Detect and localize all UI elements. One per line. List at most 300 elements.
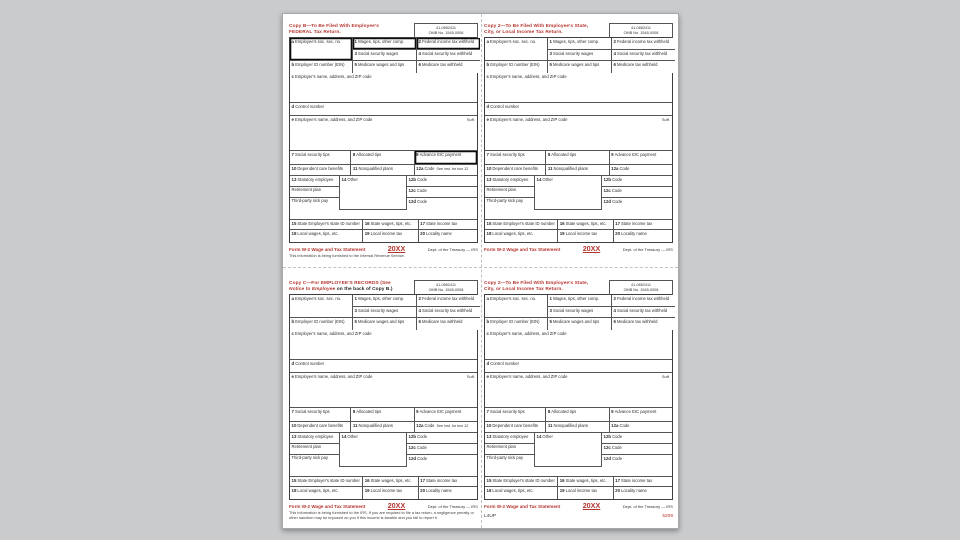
box-text-c12c: Code: [611, 188, 622, 193]
box-s4: [612, 50, 675, 61]
box-number-c12a: 12a: [611, 166, 619, 171]
box-label-t7: [292, 152, 350, 158]
omb-number: OMB No. 1545-0008: [428, 288, 464, 292]
box-number-e9: 9: [416, 152, 419, 157]
box-label-st15: [487, 221, 557, 227]
copy-header-segment: City, or Local Income Tax Return.: [484, 30, 563, 36]
perforation-line-horizontal: [283, 267, 678, 268]
box-text-m6: Medicare tax withheld: [616, 319, 658, 324]
box-s13: [485, 433, 534, 444]
part-number: 41-0852411: [631, 282, 651, 287]
box-a8: [351, 408, 414, 422]
box-number-f2: 2: [418, 296, 421, 301]
box-c12c: [602, 444, 672, 455]
box-st15: [485, 220, 558, 230]
box-number-t7: 7: [291, 409, 294, 414]
box-label-c12b: [409, 434, 477, 440]
box-t7: [290, 408, 351, 422]
w2-quadrant-copy-b: [289, 23, 478, 258]
box-number-st15: 15: [291, 478, 297, 483]
column-ids: [485, 295, 547, 330]
box-m6: [612, 61, 675, 73]
box-text-n11: Nonqualified plans: [358, 166, 393, 171]
box-d: [485, 103, 672, 116]
box-f2: [612, 38, 675, 50]
form-grid: [484, 37, 673, 243]
box-c12a: [610, 165, 672, 176]
box-ret: [290, 444, 339, 455]
box-m6: [417, 61, 480, 73]
box-text-w1: Wages, tips, other comp.: [552, 39, 600, 44]
box-e: [290, 116, 477, 151]
box-text-s4: Social security tax withheld: [616, 308, 668, 313]
box-text-s3: Social security wages: [552, 308, 594, 313]
box-text-c12c: Code: [611, 445, 622, 450]
box-c: [290, 330, 477, 360]
box-label-tps: [292, 199, 339, 204]
box-text-f2: Federal income tax withheld: [421, 39, 475, 44]
box-tps: [290, 198, 339, 210]
box-number-t7: 7: [291, 152, 294, 157]
box-m5: [353, 318, 417, 330]
box-text-lw18: Local wages, tips, etc.: [297, 231, 339, 236]
box-text-c12b: Code: [417, 177, 428, 182]
box-st15: [290, 220, 363, 230]
box-label-lw18: [292, 231, 362, 237]
box-text-tps: Third-party sick pay: [486, 198, 524, 203]
box-text-c12d: Code: [612, 199, 623, 204]
band-employer: [290, 73, 477, 103]
box-label-c12d: [409, 456, 477, 462]
box-number-e: e: [291, 374, 294, 379]
copy-header-text: [484, 280, 609, 293]
box-number-s3: 3: [549, 51, 552, 56]
box-text-t7: Social security tips: [489, 409, 525, 414]
box-li19: [363, 230, 418, 242]
box-label-s3: [355, 308, 416, 314]
row-ss: [353, 307, 480, 318]
box-text-t7: Social security tips: [489, 152, 525, 157]
form-year: 20XX: [582, 501, 601, 510]
box-number-li19: 19: [559, 231, 565, 236]
box-label-d: [487, 361, 672, 367]
omb-number: OMB No. 1545-0008: [428, 31, 464, 35]
box-label-s13: [487, 434, 534, 440]
box-c: [485, 73, 672, 103]
box-text-a8: Allocated tips: [356, 152, 382, 157]
band-statutory: [485, 176, 672, 210]
box-st15: [485, 477, 558, 487]
band-identity: [290, 295, 477, 330]
box-s4: [612, 307, 675, 318]
box-text-e: Employee's name, address, and ZIP code: [294, 374, 373, 379]
box-label-e9: [416, 152, 476, 158]
band-tips: [290, 151, 477, 165]
band-gap: [485, 467, 672, 477]
column-codes: [602, 433, 672, 467]
box-label-s3: [550, 308, 611, 314]
box-label-a8: [353, 152, 413, 158]
box-number-c12b: 12b: [408, 177, 417, 182]
box-text-st15: State Employer's state ID number: [297, 221, 360, 226]
band-employee: [290, 116, 477, 151]
box-s13: [485, 176, 534, 187]
copy-header-text: [289, 23, 414, 36]
copy-header-segment: FEDERAL Tax Return.: [289, 30, 341, 36]
box-text-f2: Federal income tax withheld: [616, 296, 670, 301]
row-ss: [353, 50, 480, 61]
box-s13: [290, 433, 339, 444]
box-label-li19: [365, 231, 417, 237]
box-label-w1: [355, 296, 416, 302]
box-number-w1: 1: [549, 296, 552, 301]
box-label-f2: [419, 39, 480, 45]
box-text-tps: Third-party sick pay: [291, 198, 329, 203]
box-text-o14: Other: [542, 434, 553, 439]
box-a: [290, 295, 352, 318]
box-number-f2: 2: [613, 296, 616, 301]
column-amounts: [547, 295, 675, 330]
box-text-e: Employee's name, address, and ZIP code: [489, 374, 568, 379]
box-text-si17: State income tax: [426, 478, 458, 483]
form-title: Form W-2 Wage and Tax Statement: [289, 247, 366, 253]
box-number-n11: 11: [352, 423, 358, 428]
box-label-a: [292, 39, 352, 45]
box-m6: [612, 318, 675, 330]
box-number-sw16: 16: [559, 221, 565, 226]
box-text-m5: Medicare wages and tips: [552, 319, 600, 324]
box-li19: [558, 487, 613, 499]
box-c12b: [407, 176, 477, 187]
box-label-a: [487, 39, 547, 45]
box-n11: [546, 165, 609, 176]
box-number-si17: 17: [420, 478, 426, 483]
band-gap: [485, 210, 672, 220]
box-label-sw16: [365, 221, 417, 227]
box-label-li19: [365, 488, 417, 494]
box-number-d: d: [486, 361, 490, 366]
box-s3: [353, 307, 417, 318]
box-a: [485, 295, 547, 318]
box-c12a: [415, 422, 477, 433]
box-text-e9: Advance EIC payment: [614, 409, 657, 414]
box-d10: [290, 165, 351, 176]
box-text-d: Control number: [490, 104, 520, 109]
box-text-si17: State income tax: [621, 478, 653, 483]
box-text-m5: Medicare wages and tips: [357, 319, 405, 324]
omb-box: [414, 23, 478, 39]
box-s3: [353, 50, 417, 61]
column-statutory: [290, 433, 339, 467]
box-label-tps: [487, 456, 534, 461]
box-c12a: [610, 422, 672, 433]
box-number-d: d: [486, 104, 490, 109]
box-text-s13: Statutory employee: [297, 177, 334, 182]
box-number-c12b: 12b: [603, 434, 612, 439]
box-c: [290, 73, 477, 103]
band-identity: [290, 38, 477, 73]
box-text-si17: State income tax: [621, 221, 653, 226]
box-label-c12a: [416, 166, 476, 172]
band-control: [485, 360, 672, 373]
copy-header: [484, 280, 673, 294]
box-number-st15: 15: [486, 221, 492, 226]
box-d: [290, 103, 477, 116]
box-label-w1: [550, 39, 611, 45]
box-d: [290, 360, 477, 373]
box-text-c12d: Code: [417, 456, 428, 461]
box-label-t7: [487, 409, 545, 415]
box-c12a: [415, 165, 477, 176]
box-label-o14: [537, 177, 601, 183]
band-statutory: [290, 433, 477, 467]
box-t7: [485, 408, 546, 422]
box-label-e: [292, 374, 373, 380]
box-d10: [290, 422, 351, 433]
box-number-d10: 10: [486, 423, 492, 428]
box-label-sw16: [560, 478, 612, 484]
treasury-label: Dept. of the Treasury — IRS: [427, 247, 478, 253]
band-statutory: [290, 176, 477, 210]
box-text-s13: Statutory employee: [492, 434, 529, 439]
suffix-label: Suff.: [661, 117, 670, 122]
box-label-ret: [487, 445, 534, 450]
copy-header: [289, 280, 478, 294]
suffix-label: Suff.: [466, 374, 475, 379]
box-label-si17: [615, 478, 671, 484]
box-number-m6: 6: [613, 319, 616, 324]
form-footer: [289, 502, 478, 509]
column-ids: [290, 295, 352, 330]
box-a: [485, 38, 547, 61]
box-li19: [363, 487, 418, 499]
box-number-c12c: 12c: [603, 188, 611, 193]
box-m5: [548, 318, 612, 330]
box-ln20: [419, 487, 477, 499]
box-label-c12c: [409, 188, 477, 194]
box-sw16: [558, 477, 613, 487]
box-number-sw16: 16: [559, 478, 565, 483]
box-text-m6: Medicare tax withheld: [421, 319, 463, 324]
copy-header: [289, 23, 478, 37]
box-label-ln20: [615, 231, 671, 237]
box-number-b: b: [291, 319, 295, 324]
box-e: [290, 373, 477, 408]
box-label-e9: [611, 409, 671, 415]
copy-header-segment: Notice to Employee: [289, 287, 336, 293]
box-number-a: a: [486, 296, 489, 301]
box-text-li19: Local income tax: [370, 488, 403, 493]
band-tips: [485, 151, 672, 165]
box-number-ln20: 20: [420, 488, 426, 493]
band-benefits: [290, 422, 477, 433]
box-st15: [290, 477, 363, 487]
box-label-f2: [614, 296, 675, 302]
box-number-c12d: 12d: [408, 456, 417, 461]
copy-header-segment: Copy 2—To Be Filed With Employee's State,: [484, 281, 589, 286]
band-employee: [485, 116, 672, 151]
band-tips: [485, 408, 672, 422]
copy-header-segment: City, or Local Income Tax Return.: [484, 287, 563, 293]
box-ln20: [614, 487, 672, 499]
box-text-c12a: Code: [619, 423, 630, 428]
box-text-d10: Dependent care benefits: [492, 166, 539, 171]
band-local: [290, 487, 477, 499]
box-label-c12b: [604, 177, 672, 183]
box-si17: [419, 477, 477, 487]
column-amounts: [352, 295, 480, 330]
band-benefits: [290, 165, 477, 176]
box-s3: [548, 50, 612, 61]
omb-number: OMB No. 1545-0008: [623, 288, 659, 292]
box-b: [290, 61, 352, 73]
omb-box: [414, 280, 478, 296]
box-label-ln20: [420, 488, 476, 494]
box-12a-note: See inst. for box 12: [436, 167, 469, 171]
box-number-s13: 13: [291, 434, 297, 439]
box-o14: [534, 176, 602, 210]
part-number: 41-0852411: [436, 282, 456, 287]
box-text-w1: Wages, tips, other comp.: [357, 296, 405, 301]
box-number-e: e: [291, 117, 294, 122]
band-local: [485, 230, 672, 242]
box-text-s13: Statutory employee: [297, 434, 334, 439]
box-label-m6: [614, 62, 675, 68]
box-number-c12c: 12c: [603, 445, 611, 450]
w2-quadrant-copy-2-bottom: [484, 280, 673, 519]
box-label-ln20: [420, 231, 476, 237]
box-text-st15: State Employer's state ID number: [297, 478, 360, 483]
box-number-n11: 11: [352, 166, 358, 171]
box-number-li19: 19: [364, 231, 370, 236]
form-year: 20XX: [387, 501, 406, 510]
box-a8: [351, 151, 414, 165]
box-number-e: e: [486, 117, 489, 122]
box-label-b: [487, 62, 547, 68]
box-e: [485, 116, 672, 151]
box-number-li19: 19: [559, 488, 565, 493]
box-text-li19: Local income tax: [370, 231, 403, 236]
form-grid: [289, 294, 478, 500]
box-label-a8: [548, 409, 608, 415]
box-label-n11: [548, 166, 608, 172]
box-e9: [610, 151, 672, 165]
box-number-d: d: [291, 104, 295, 109]
box-label-c: [292, 331, 477, 337]
box-label-s4: [419, 51, 480, 57]
box-sw16: [558, 220, 613, 230]
box-text-e9: Advance EIC payment: [419, 152, 462, 157]
box-label-s3: [355, 51, 416, 57]
box-label-f2: [419, 296, 480, 302]
box-text-m6: Medicare tax withheld: [616, 62, 658, 67]
box-text-a: Employee's soc. sec. no.: [294, 296, 342, 301]
box-o14: [534, 433, 602, 467]
column-ids: [485, 38, 547, 73]
treasury-label: Dept. of the Treasury — IRS: [622, 504, 673, 510]
box-text-a: Employee's soc. sec. no.: [489, 296, 537, 301]
box-number-c12d: 12d: [603, 456, 612, 461]
box-d: [485, 360, 672, 373]
box-label-st15: [487, 478, 557, 484]
copy-header-text: [484, 23, 609, 36]
box-c12d: [407, 198, 477, 210]
box-t7: [485, 151, 546, 165]
box-text-li19: Local income tax: [565, 231, 598, 236]
row-wages: [353, 38, 480, 50]
box-text-t7: Social security tips: [294, 409, 330, 414]
box-number-o14: 14: [536, 177, 542, 182]
box-number-ln20: 20: [615, 488, 621, 493]
box-label-e: [487, 117, 568, 123]
copy-header-line: [484, 287, 609, 293]
box-label-lw18: [487, 231, 557, 237]
box-o14: [339, 176, 407, 210]
box-number-w1: 1: [354, 39, 357, 44]
box-number-c12c: 12c: [408, 445, 416, 450]
box-c12b: [602, 433, 672, 444]
row-ss: [548, 307, 675, 318]
box-number-b: b: [486, 319, 490, 324]
box-number-t7: 7: [486, 409, 489, 414]
box-number-a: a: [486, 39, 489, 44]
box-label-s4: [419, 308, 480, 314]
box-text-a: Employee's soc. sec. no.: [489, 39, 537, 44]
box-w1: [548, 38, 612, 50]
row-medicare: [548, 318, 675, 330]
band-state: [290, 477, 477, 487]
box-label-si17: [615, 221, 671, 227]
box-text-e: Employee's name, address, and ZIP code: [294, 117, 373, 122]
box-label-c12c: [604, 445, 672, 451]
omb-number: OMB No. 1545-0008: [623, 31, 659, 35]
box-c12d: [602, 455, 672, 467]
box-c12b: [602, 176, 672, 187]
box-text-ln20: Locality name: [621, 488, 647, 493]
box-text-lw18: Local wages, tips, etc.: [297, 488, 339, 493]
band-state: [290, 220, 477, 230]
box-number-si17: 17: [420, 221, 426, 226]
omb-box: [609, 23, 673, 39]
box-12a-note: See inst. for box 12: [436, 424, 469, 428]
box-ln20: [614, 230, 672, 242]
box-label-s13: [292, 177, 339, 183]
band-employer: [485, 330, 672, 360]
box-number-c12b: 12b: [408, 434, 417, 439]
box-tps: [485, 455, 534, 467]
box-text-c12d: Code: [612, 456, 623, 461]
band-employer: [290, 330, 477, 360]
part-number: 41-0852411: [436, 25, 456, 30]
box-text-c: Employer's name, address, and ZIP code: [489, 331, 567, 336]
box-text-li19: Local income tax: [565, 488, 598, 493]
box-text-st15: State Employer's state ID number: [492, 221, 555, 226]
box-text-tps: Third-party sick pay: [291, 455, 329, 460]
box-text-tps: Third-party sick pay: [486, 455, 524, 460]
band-local: [485, 487, 672, 499]
box-label-c: [487, 331, 672, 337]
column-amounts: [352, 38, 480, 73]
row-wages: [353, 295, 480, 307]
box-label-m5: [355, 62, 416, 68]
box-text-c12c: Code: [416, 445, 427, 450]
column-statutory: [485, 433, 534, 467]
box-text-c12b: Code: [612, 177, 623, 182]
box-number-w1: 1: [354, 296, 357, 301]
copy-header: [484, 23, 673, 37]
box-c12c: [407, 444, 477, 455]
box-label-b: [487, 319, 547, 325]
